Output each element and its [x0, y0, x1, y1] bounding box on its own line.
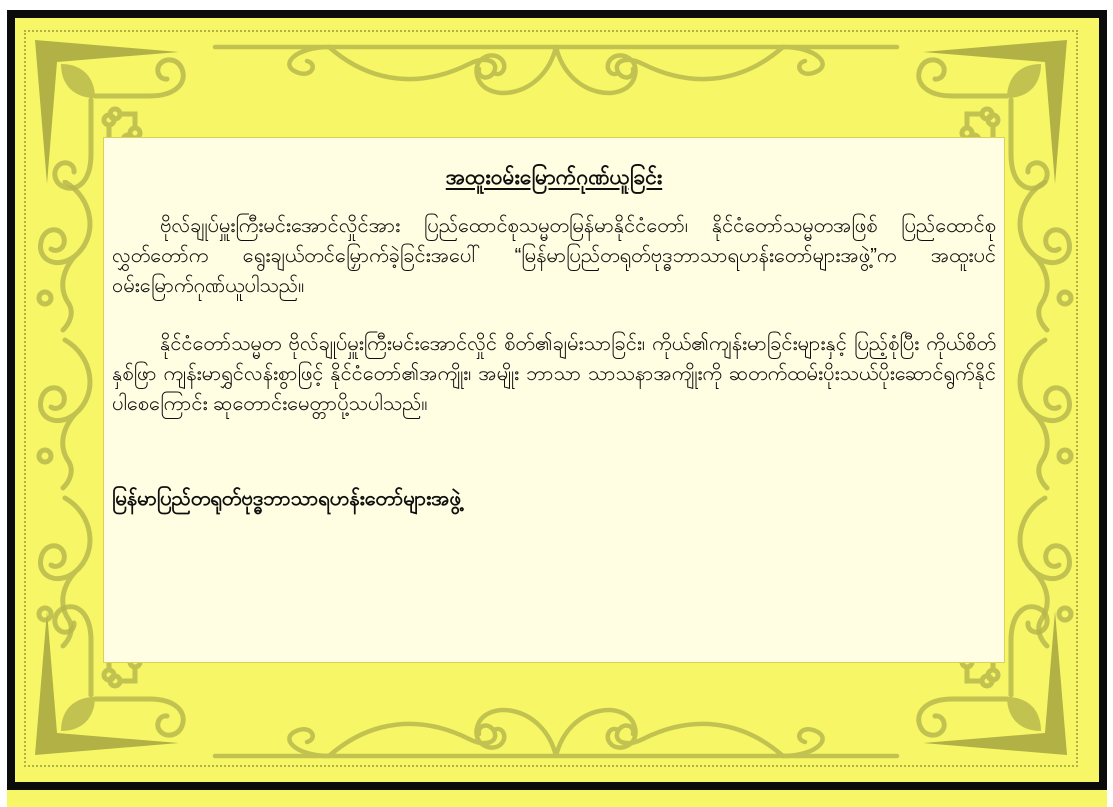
- document-title: အထူးဝမ်းမြောက်ဂုဏ်ယူခြင်း: [445, 166, 663, 189]
- scroll-garland-bottom-icon: [211, 699, 901, 763]
- spiral-vine-right-icon: [1007, 180, 1083, 660]
- content-card: [103, 137, 1005, 663]
- paragraph-2: နိုင်ငံတော်သမ္မတ ဗိုလ်ချုပ်မှူးကြီးမင်းအောင်လှိုင် စိတ်၏ချမ်းသာခြင်း၊ ကိုယ်၏ကျန်းမာခြင်းများနှင့် ပြည့်စုံပြီး ကိုယ်စိတ်နှစ်ဖြာ ကျန်းမာရွှင်လန်းစွာဖြင့် နိုင်ငံတော်၏အကျိုး၊ အမျိုး ဘာသာ သာသနာအကျိုးကို ဆတက်ထမ်းပိုးသယ်ပိုးဆောင်ရွက်နိုင်ပါစေကြောင်း ဆုတောင်းမေတ္တာပို့သပါသည်။: [112, 333, 996, 415]
- signature-line: မြန်မာပြည်တရုတ်ဗုဒ္ဓဘာသာရဟန်းတော်များအဖွဲ့: [112, 488, 461, 510]
- slide-background: [7, 10, 1107, 807]
- spiral-vine-left-icon: [27, 180, 103, 660]
- scroll-garland-top-icon: [211, 40, 901, 104]
- paragraph-1: ဗိုလ်ချုပ်မှူးကြီးမင်းအောင်လှိုင်အား ပြည်ထောင်စုသမ္မတမြန်မာနိုင်ငံတော်၊ နိုင်ငံတော်သမ္မတအဖြစ် ပြည်ထောင်စုလွှတ်တော်က ရွေးချယ်တင်မြှောက်ခဲ့ခြင်းအပေါ် “မြန်မာပြည်တရုတ်ဗုဒ္ဓဘာသာရဟန်းတော်များအဖွဲ့”က အထူးပင် ဝမ်းမြောက်ဂုဏ်ယူပါသည်။: [112, 215, 996, 297]
